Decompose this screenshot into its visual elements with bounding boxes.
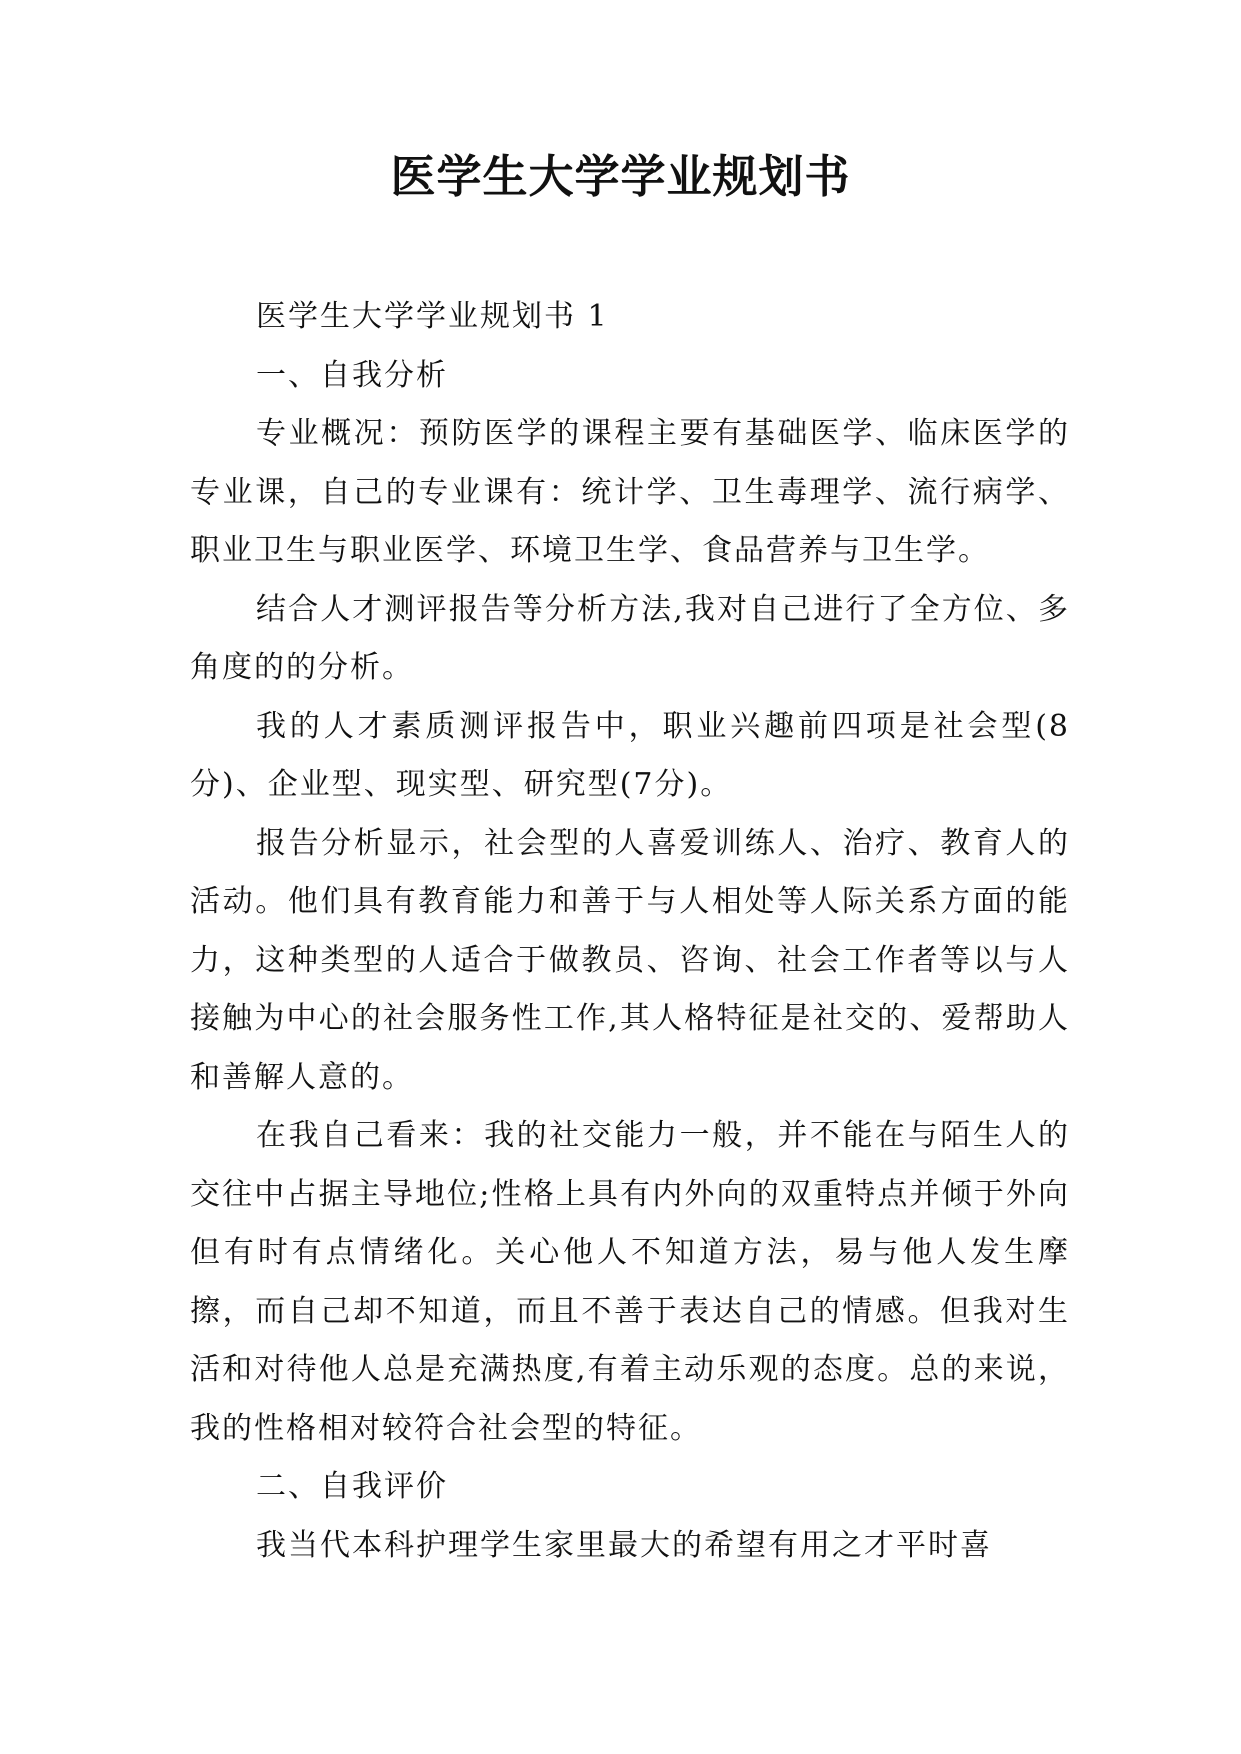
paragraph-self-evaluation: 我当代本科护理学生家里最大的希望有用之才平时喜 — [256, 1527, 992, 1563]
paragraph-assessment-method: 结合人才测评报告等分析方法,我对自己进行了全方位、多角度的的分析。 — [190, 591, 1070, 685]
paragraph-report-analysis: 报告分析显示，社会型的人喜爱训练人、治疗、教育人的活动。他们具有教育能力和善于与人相处等人际关系方面的能力，这种类型的人适合于做教员、咨询、社会工作者等以与人接触为中心的社会服务性工作,其人格特征是社交的、爱帮助人和善解人意的。 — [190, 825, 1070, 1095]
paragraph-assessment-result: 我的人才素质测评报告中，职业兴趣前四项是社会型(8分)、企业型、现实型、研究型(7分)。 — [190, 708, 1070, 802]
paragraph-major-overview: 专业概况：预防医学的课程主要有基础医学、临床医学的专业课，自己的专业课有：统计学、卫生毒理学、流行病学、职业卫生与职业医学、环境卫生学、食品营养与卫生学。 — [190, 416, 1070, 568]
document-title: 医学生大学学业规划书 — [390, 150, 851, 203]
section-heading-self-evaluation: 二、自我评价 — [256, 1469, 448, 1504]
paragraph-self-view: 在我自己看来：我的社交能力一般，并不能在与陌生人的交往中占据主导地位;性格上具有内外向的双重特点并倾于外向但有时有点情绪化。关心他人不知道方法，易与他人发生摩擦，而自己却不知道，而且不善于表达自己的情感。但我对生活和对待他人总是充满热度,有着主动乐观的态度。总的来说，我的性格相对较符合社会型的特征。 — [190, 1118, 1070, 1446]
section-heading-self-analysis: 一、自我分析 — [256, 357, 448, 393]
document-body — [190, 288, 1070, 1575]
paragraph-subtitle: 医学生大学学业规划书 1 — [256, 299, 609, 334]
